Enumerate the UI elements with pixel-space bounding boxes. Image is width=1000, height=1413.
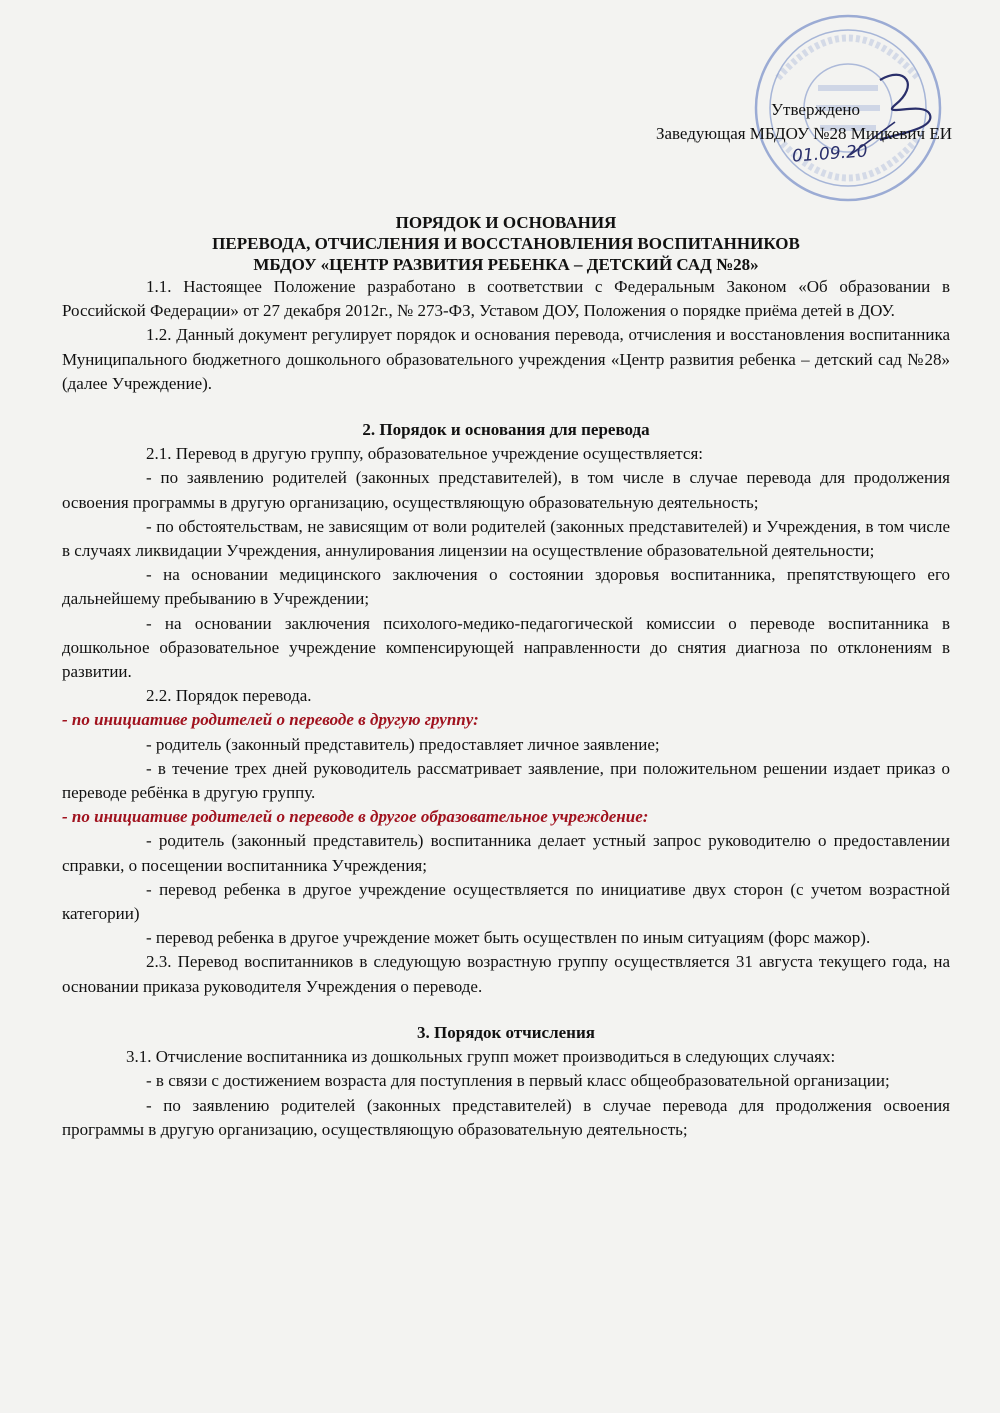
list-item: - на основании заключения психолого-медико-педагогической комиссии о переводе воспитанника в дошкольное образовательное учреждение компенсирующей направленности до снятия диагноза по отклонениям в развитии. [62,613,950,682]
paragraph-1-2: 1.2. Данный документ регулирует порядок и основания перевода, отчисления и восстановления воспитанника Муниципального бюджетного дошкольного образовательного учреждения «Центр развития ребенка – детский сад №28» (далее Учреждение). [62,325,950,393]
section-2-heading: 2. Порядок и основания для перевода [362,420,650,440]
list-item: - в течение трех дней руководитель рассматривает заявление, при положительном решении издает приказ о переводе ребёнка в другую группу. [62,758,950,803]
list-item: - перевод ребенка в другое учреждение осуществляется по инициативе двух сторон (с учетом возрастной категории) [62,879,950,924]
document-body [62,212,950,1142]
subheading-institution-transfer: - по инициативе родителей о переводе в другое образовательное учреждение: [62,807,649,827]
list-item: - по заявлению родителей (законных представителей) в случае перевода для продолжения освоения программы в другую организацию, осуществляющую образовательную деятельность; [62,1095,950,1139]
paragraph-2-2: 2.2. Порядок перевода. [146,686,312,706]
list-item: - по заявлению родителей (законных представителей), в том числе в случае перевода для продолжения освоения программы в другую организацию, осуществляющую образовательную деятельность; [62,468,950,512]
handwritten-date: 01.09.20 [791,141,869,167]
list-item: - на основании медицинского заключения о состоянии здоровья воспитанника, препятствующего его дальнейшему пребыванию в Учреждении; [62,565,950,609]
approval-label: Утверждено [771,100,860,119]
paragraph-2-3: 2.3. Перевод воспитанников в следующую возрастную группу осуществляется 31 августа текущего года, на основании приказа руководителя Учреждения о переводе. [62,952,950,996]
document-title [62,212,950,275]
paragraph-3-1: 3.1. Отчисление воспитанника из дошкольных групп может производиться в следующих случаях: [126,1047,836,1067]
approval-head: Заведующая МБДОУ №28 Мицкевич ЕИ [655,124,952,143]
list-item: - родитель (законный представитель) воспитанника делает устный запрос руководителю о предоставлении справки, о посещении воспитанника Учреждения; [62,831,950,875]
list-item: - по обстоятельствам, не зависящим от воли родителей (законных представителей) и Учреждения, в том числе в случаях ликвидации Учреждения, аннулирования лицензии на осуществление образовательной деятельности; [62,516,950,561]
approval-block [655,98,952,167]
title-line-3: МБДОУ «ЦЕНТР РАЗВИТИЯ РЕБЕНКА – ДЕТСКИЙ САД №28» [253,255,759,274]
title-line-1: ПОРЯДОК И ОСНОВАНИЯ [395,213,617,232]
paragraph-1-1: 1.1. Настоящее Положение разработано в соответствии с Федеральным Законом «Об образовании в Российской Федерации» от 27 декабря 2012г., № 273-ФЗ, Уставом ДОУ, Положения о порядке приёма детей в ДОУ. [62,277,950,321]
subheading-group-transfer: - по инициативе родителей о переводе в другую группу: [62,710,479,730]
section-3-heading: 3. Порядок отчисления [417,1022,595,1042]
list-item: - перевод ребенка в другое учреждение может быть осуществлен по иным ситуациям (форс мажор). [146,928,871,948]
list-item: - в связи с достижением возраста для поступления в первый класс общеобразовательной организации; [146,1071,890,1091]
title-line-2: ПЕРЕВОДА, ОТЧИСЛЕНИЯ И ВОССТАНОВЛЕНИЯ ВОСПИТАННИКОВ [212,234,800,253]
list-item: - родитель (законный представитель) предоставляет личное заявление; [146,734,660,754]
paragraph-2-1: 2.1. Перевод в другую группу, образовательное учреждение осуществляется: [146,444,704,464]
